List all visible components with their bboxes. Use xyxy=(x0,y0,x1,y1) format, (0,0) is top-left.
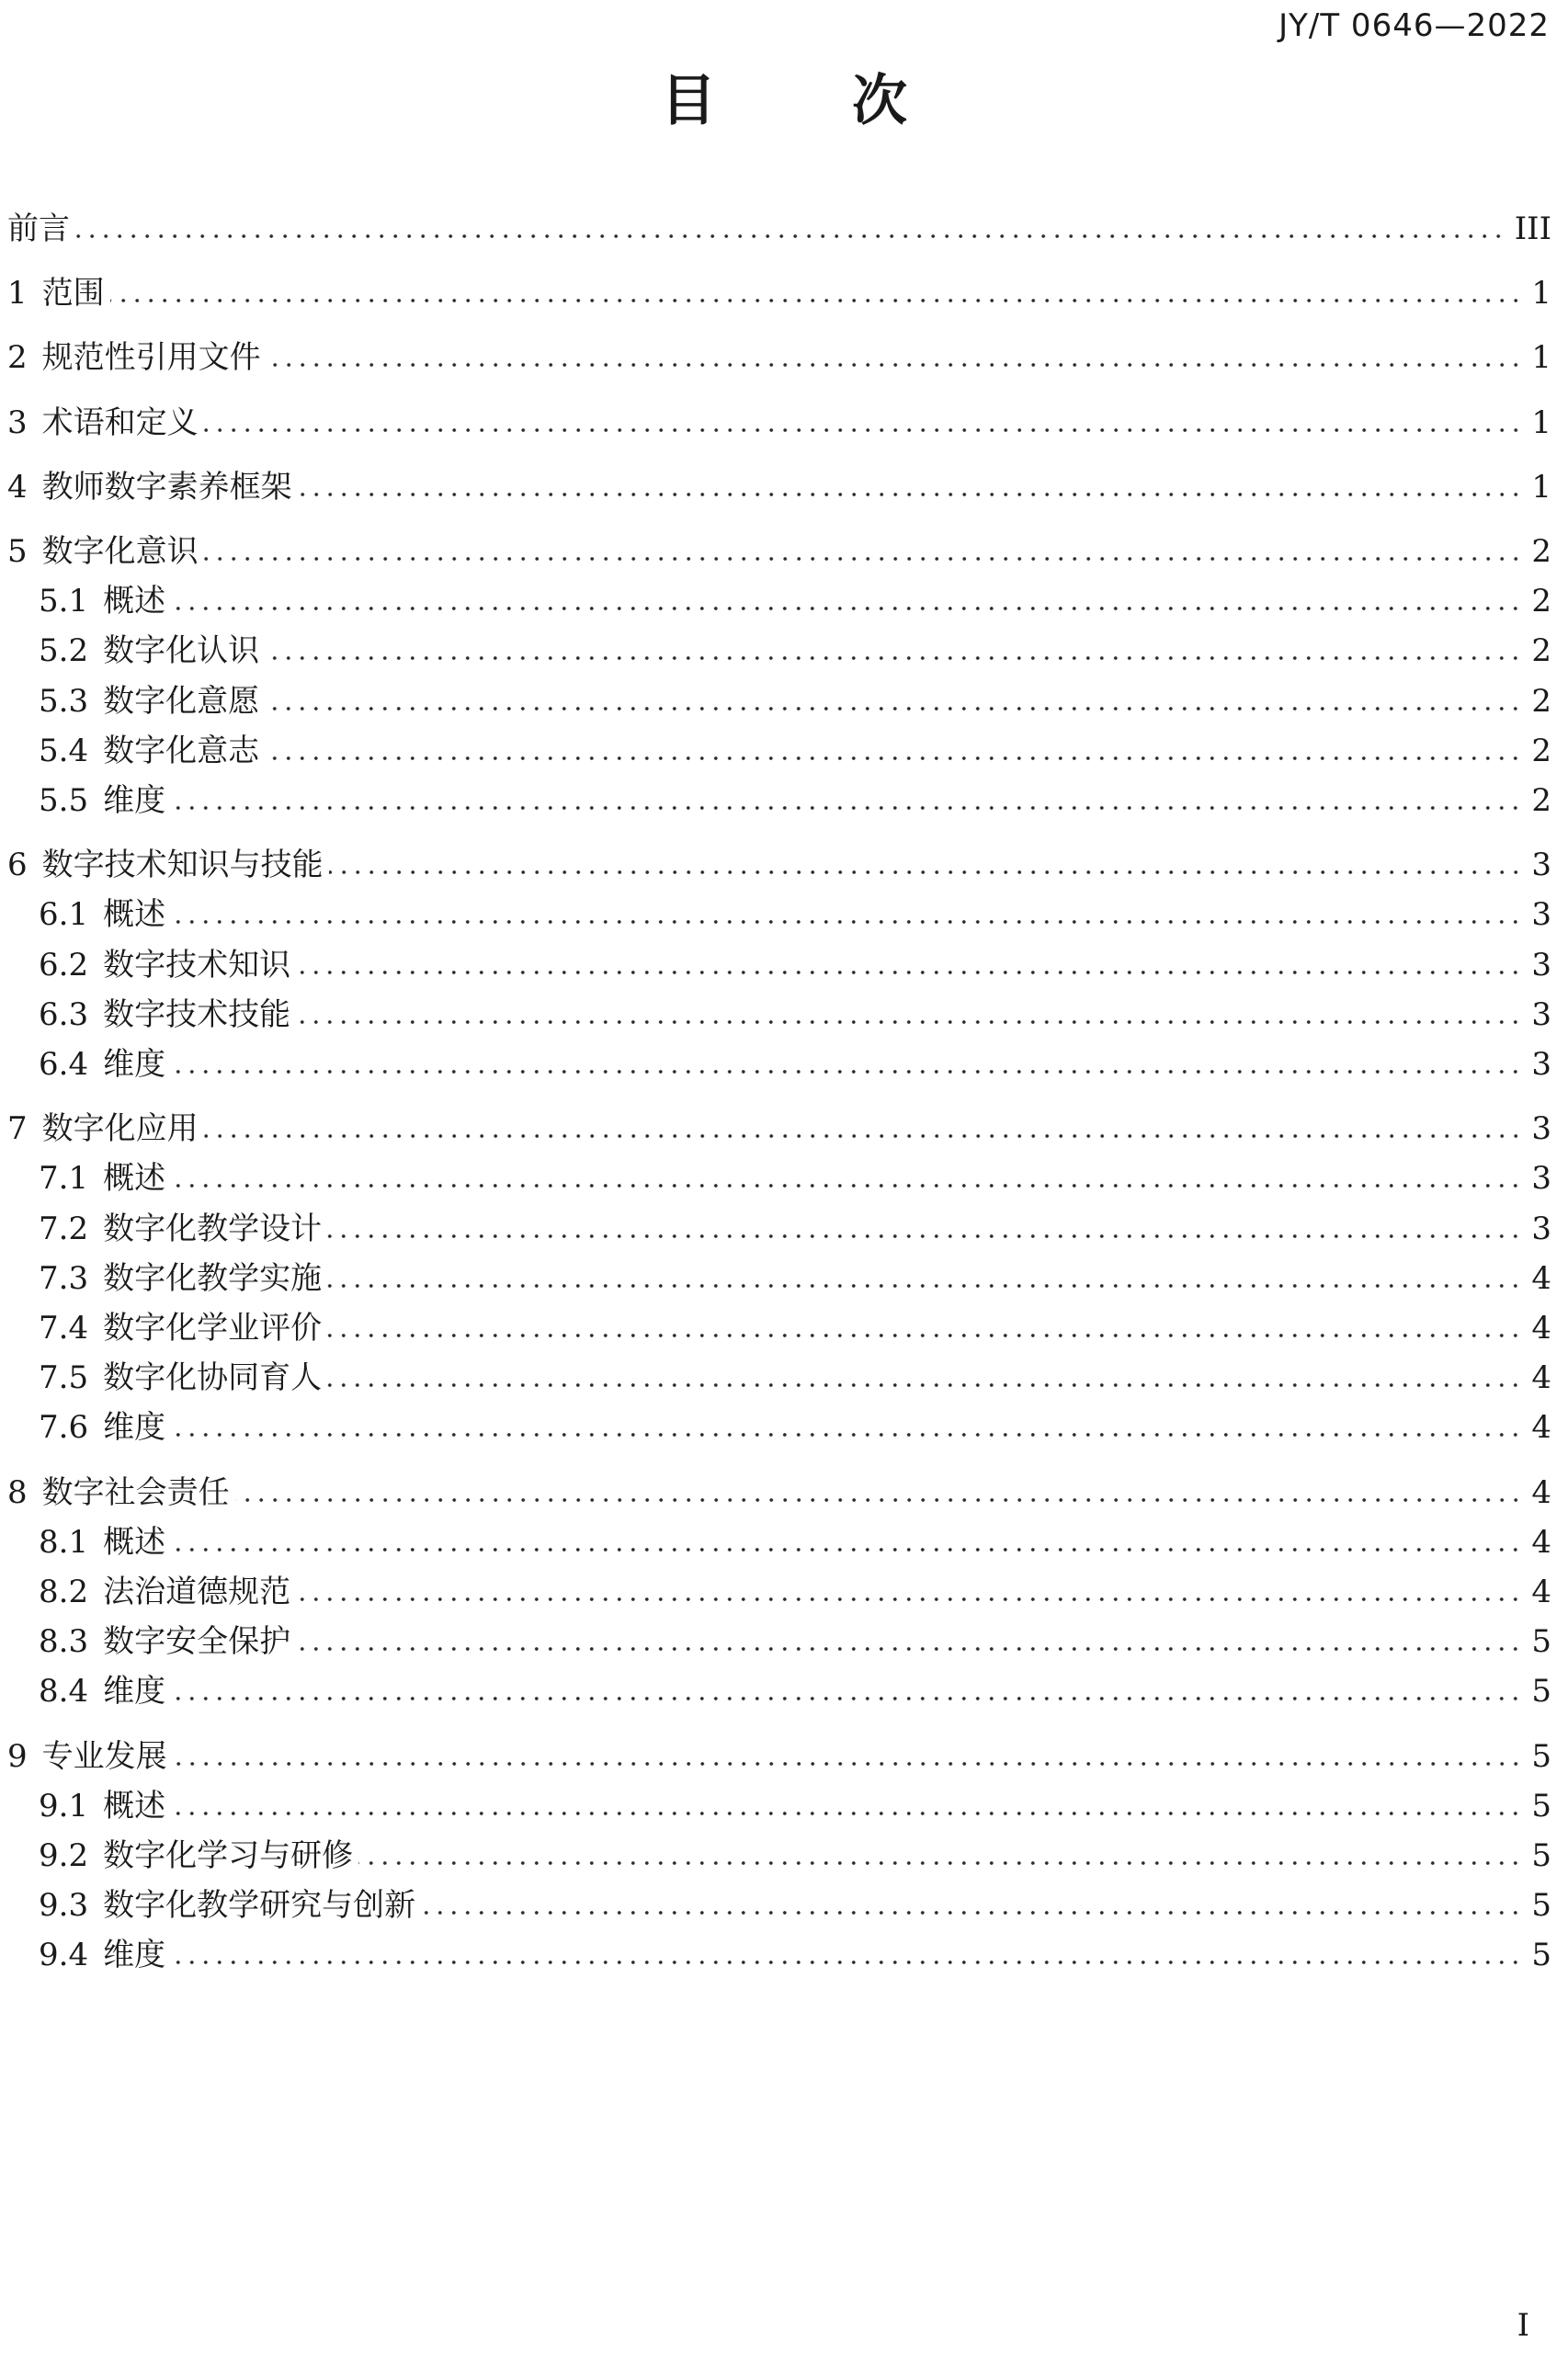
toc-dot-leader xyxy=(235,1496,1523,1504)
toc-entry-page: 3 xyxy=(1531,1160,1551,1197)
toc-dot-leader xyxy=(298,491,1523,498)
toc-entry-title: 数字化认识 xyxy=(103,632,260,669)
toc-entry[interactable] xyxy=(7,529,1551,574)
toc-entry-page: 2 xyxy=(1531,733,1551,769)
toc-dot-leader xyxy=(265,755,1522,762)
toc-entry-label xyxy=(39,678,265,724)
toc-entry-label xyxy=(7,1106,204,1152)
toc-entry[interactable] xyxy=(39,1305,1551,1351)
toc-entry-title: 范围 xyxy=(41,275,105,312)
toc-entry-label xyxy=(39,1404,171,1450)
toc-entry-page: 1 xyxy=(1531,404,1551,441)
toc-entry[interactable] xyxy=(39,1882,1551,1928)
toc-entry[interactable] xyxy=(39,1619,1551,1665)
toc-entry-page: 4 xyxy=(1531,1474,1551,1511)
toc-entry[interactable] xyxy=(39,1041,1551,1087)
toc-entry-title: 数字化教学研究与创新 xyxy=(103,1887,416,1924)
toc-entry[interactable] xyxy=(39,1404,1551,1450)
toc-entry-number: 8.2 xyxy=(39,1574,89,1610)
toc-entry-label xyxy=(39,1256,327,1302)
toc-entry-title: 维度 xyxy=(103,1409,166,1446)
toc-dot-leader xyxy=(171,1182,1522,1189)
toc-entry-page: 3 xyxy=(1531,847,1551,883)
toc-entry-number: 5.1 xyxy=(39,583,89,620)
toc-entry-title: 规范性引用文件 xyxy=(41,339,261,376)
toc-entry-title: 数字社会责任 xyxy=(41,1474,230,1511)
toc-entry-number: 9.1 xyxy=(39,1788,89,1824)
toc-entry[interactable] xyxy=(7,464,1551,510)
toc-dot-leader xyxy=(421,1909,1522,1916)
toc-dot-leader xyxy=(327,1233,1522,1240)
toc-entry-label xyxy=(7,335,267,381)
toc-entry-number: 5 xyxy=(7,533,28,570)
toc-entry-number: 6 xyxy=(7,847,28,883)
toc-entry-page: 2 xyxy=(1531,782,1551,819)
toc-entry[interactable] xyxy=(7,842,1551,888)
toc-entry-number: 9.4 xyxy=(39,1937,89,1973)
toc-entry-label xyxy=(39,1206,327,1252)
toc-dot-leader xyxy=(171,1068,1522,1075)
toc-entry-title: 数字化教学设计 xyxy=(103,1211,323,1247)
toc-entry-number: 9 xyxy=(7,1738,28,1775)
toc-entry-number: 8 xyxy=(7,1474,28,1511)
toc-dot-leader xyxy=(75,233,1506,240)
toc-entry[interactable] xyxy=(7,206,1551,252)
toc-entry[interactable] xyxy=(39,892,1551,938)
toc-entry-title: 前言 xyxy=(7,210,70,247)
toc-entry-page: 4 xyxy=(1531,1524,1551,1561)
toc-entry-label xyxy=(39,1783,171,1829)
toc-entry[interactable] xyxy=(39,1519,1551,1565)
toc-entry-page: 2 xyxy=(1531,632,1551,669)
toc-dot-leader xyxy=(171,1695,1522,1702)
toc-entry-label xyxy=(39,1305,327,1351)
toc-entry-title: 数字化意愿 xyxy=(103,683,260,720)
toc-entry-title: 维度 xyxy=(103,1937,166,1973)
toc-entry-title: 维度 xyxy=(103,1673,166,1710)
toc-dot-leader xyxy=(110,297,1523,304)
toc-entry-title: 维度 xyxy=(103,782,166,819)
toc-entry[interactable] xyxy=(39,1355,1551,1401)
toc-entry-label xyxy=(39,1041,171,1087)
toc-dot-leader xyxy=(329,869,1523,876)
toc-dot-leader xyxy=(204,1132,1523,1140)
toc-entry[interactable] xyxy=(39,1668,1551,1714)
toc-entry[interactable] xyxy=(39,1569,1551,1615)
toc-entry-title: 教师数字素养框架 xyxy=(41,469,292,506)
toc-entry-title: 数字化意志 xyxy=(103,733,260,769)
toc-entry-label xyxy=(39,1569,296,1615)
toc-entry-number: 7.2 xyxy=(39,1211,89,1247)
toc-entry-number: 7 xyxy=(7,1110,28,1147)
toc-entry[interactable] xyxy=(39,992,1551,1038)
toc-entry-page: 4 xyxy=(1531,1409,1551,1446)
toc-dot-leader xyxy=(327,1332,1522,1339)
toc-entry-label xyxy=(39,778,171,824)
toc-entry[interactable] xyxy=(39,678,1551,724)
document-code: JY/T 0646—2022 xyxy=(1278,7,1550,44)
toc-dot-leader xyxy=(296,1645,1522,1653)
toc-entry-page: 5 xyxy=(1531,1623,1551,1660)
toc-entry-label xyxy=(39,628,265,674)
toc-entry-label xyxy=(39,578,171,624)
toc-entry-label xyxy=(7,842,329,888)
toc-entry-number: 5.2 xyxy=(39,632,89,669)
toc-entry-label xyxy=(7,270,110,316)
toc-entry[interactable] xyxy=(7,400,1551,446)
toc-entry[interactable] xyxy=(39,628,1551,674)
toc-entry-title: 数字化学业评价 xyxy=(103,1310,323,1347)
toc-entry[interactable] xyxy=(39,1833,1551,1879)
toc-entry-title: 专业发展 xyxy=(41,1738,167,1775)
toc-entry-title: 数字化协同育人 xyxy=(103,1359,323,1396)
toc-entry-page: 5 xyxy=(1531,1673,1551,1710)
toc-dot-leader xyxy=(265,705,1522,712)
toc-entry-title: 术语和定义 xyxy=(41,404,199,441)
page-number: I xyxy=(1517,2307,1529,2344)
toc-entry-label xyxy=(39,1155,171,1201)
toc-dot-leader xyxy=(327,1381,1522,1389)
toc-entry-title: 数字化教学实施 xyxy=(103,1260,323,1297)
toc-entry-label xyxy=(7,1470,235,1516)
toc-entry-number: 7.5 xyxy=(39,1359,89,1396)
toc-entry-title: 数字化应用 xyxy=(41,1110,199,1147)
toc-entry-number: 9.3 xyxy=(39,1887,89,1924)
toc-entry-number: 7.6 xyxy=(39,1409,89,1446)
toc-entry-number: 3 xyxy=(7,404,28,441)
toc-dot-leader xyxy=(267,361,1523,369)
toc-dot-leader xyxy=(296,969,1522,976)
toc-entry-page: 4 xyxy=(1531,1359,1551,1396)
toc-entry-number: 9.2 xyxy=(39,1837,89,1874)
toc-dot-leader xyxy=(296,1018,1522,1026)
toc-entry-label xyxy=(39,1619,296,1665)
toc-entry-page: 5 xyxy=(1531,1738,1551,1775)
toc-entry-title: 概述 xyxy=(103,896,166,933)
toc-entry-number: 5.5 xyxy=(39,782,89,819)
toc-entry[interactable] xyxy=(7,270,1551,316)
toc-entry-number: 6.4 xyxy=(39,1046,89,1083)
toc-entry-title: 数字化学习与研修 xyxy=(103,1837,354,1874)
page-title-char: 目 xyxy=(661,69,716,133)
toc-entry-title: 数字化意识 xyxy=(41,533,199,570)
toc-entry-number: 7.1 xyxy=(39,1160,89,1197)
toc-entry-title: 数字技术知识与技能 xyxy=(41,847,324,883)
toc-entry-number: 6.3 xyxy=(39,996,89,1033)
toc-dot-leader xyxy=(171,918,1522,926)
toc-entry-title: 概述 xyxy=(103,1160,166,1197)
toc-dot-leader xyxy=(171,1546,1522,1553)
toc-entry-title: 数字技术技能 xyxy=(103,996,291,1033)
toc-entry-page: 5 xyxy=(1531,1837,1551,1874)
toc-entry[interactable] xyxy=(7,1470,1551,1516)
toc-dot-leader xyxy=(204,426,1523,434)
toc-entry-number: 5.3 xyxy=(39,683,89,720)
toc-entry-number: 8.4 xyxy=(39,1673,89,1710)
toc-entry-title: 法治道德规范 xyxy=(103,1574,291,1610)
toc-dot-leader xyxy=(358,1859,1522,1867)
toc-dot-leader xyxy=(173,1760,1523,1768)
toc-entry-number: 8.1 xyxy=(39,1524,89,1561)
toc-entry-label xyxy=(7,1733,173,1779)
toc-entry[interactable] xyxy=(39,1783,1551,1829)
toc-entry-title: 概述 xyxy=(103,1524,166,1561)
toc-entry-label xyxy=(7,206,75,252)
toc-entry-label xyxy=(39,1932,171,1978)
toc-entry-label xyxy=(39,942,296,988)
page-title-char: 次 xyxy=(852,69,907,133)
toc-entry-page: 2 xyxy=(1531,533,1551,570)
toc-entry-page: 4 xyxy=(1531,1574,1551,1610)
toc-entry-page: 4 xyxy=(1531,1260,1551,1297)
toc-entry-page: 3 xyxy=(1531,1046,1551,1083)
toc-entry-page: 1 xyxy=(1531,469,1551,506)
toc-entry-page: 5 xyxy=(1531,1937,1551,1973)
toc-entry-label xyxy=(7,464,298,510)
toc-entry-title: 概述 xyxy=(103,1788,166,1824)
toc-entry-label xyxy=(39,1668,171,1714)
toc-entry-label xyxy=(39,1833,358,1879)
toc-entry-title: 数字技术知识 xyxy=(103,947,291,983)
toc-entry-page: 3 xyxy=(1531,947,1551,983)
toc-entry-page: 1 xyxy=(1531,339,1551,376)
toc-entry-number: 6.2 xyxy=(39,947,89,983)
toc-entry-title: 概述 xyxy=(103,583,166,620)
toc-entry-page: 1 xyxy=(1531,275,1551,312)
toc-entry-page: 5 xyxy=(1531,1788,1551,1824)
toc-entry-label xyxy=(39,728,265,774)
toc-dot-leader xyxy=(171,1431,1522,1438)
toc-entry-title: 数字安全保护 xyxy=(103,1623,291,1660)
toc-entry-label xyxy=(39,1355,327,1401)
toc-dot-leader xyxy=(171,605,1522,612)
toc-entry[interactable] xyxy=(7,335,1551,381)
toc-entry[interactable] xyxy=(39,578,1551,624)
toc-entry-page: 3 xyxy=(1531,1110,1551,1147)
toc-dot-leader xyxy=(171,1810,1522,1817)
toc-dot-leader xyxy=(204,555,1523,563)
toc-entry-number: 7.3 xyxy=(39,1260,89,1297)
toc-entry[interactable] xyxy=(39,778,1551,824)
toc-entry-number: 7.4 xyxy=(39,1310,89,1347)
toc-entry-page: 3 xyxy=(1531,896,1551,933)
toc-entry-page: 3 xyxy=(1531,1211,1551,1247)
toc-entry-page: III xyxy=(1514,210,1551,247)
toc-entry-label xyxy=(7,529,204,574)
toc-entry-number: 1 xyxy=(7,275,28,312)
toc-entry-page: 5 xyxy=(1531,1887,1551,1924)
toc-entry-label xyxy=(39,892,171,938)
toc-entry-page: 4 xyxy=(1531,1310,1551,1347)
toc-entry-title: 维度 xyxy=(103,1046,166,1083)
toc-entry-number: 4 xyxy=(7,469,28,506)
toc-entry[interactable] xyxy=(39,1206,1551,1252)
toc-dot-leader xyxy=(265,654,1522,662)
toc-entry[interactable] xyxy=(7,1106,1551,1152)
toc-entry[interactable] xyxy=(39,1256,1551,1302)
toc-entry-page: 3 xyxy=(1531,996,1551,1033)
toc-entry-number: 2 xyxy=(7,339,28,376)
toc-entry[interactable] xyxy=(7,1733,1551,1779)
toc-entry[interactable] xyxy=(39,1155,1551,1201)
toc-entry[interactable] xyxy=(39,942,1551,988)
toc-dot-leader xyxy=(171,804,1522,812)
toc-entry-number: 6.1 xyxy=(39,896,89,933)
toc-entry-label xyxy=(7,400,204,446)
toc-entry-label xyxy=(39,1882,421,1928)
toc-entry-label xyxy=(39,1519,171,1565)
toc-dot-leader xyxy=(171,1959,1522,1966)
toc-entry[interactable] xyxy=(39,1932,1551,1978)
toc-entry-number: 8.3 xyxy=(39,1623,89,1660)
toc-entry[interactable] xyxy=(39,728,1551,774)
toc-dot-leader xyxy=(327,1282,1522,1290)
page-title xyxy=(0,66,1568,136)
toc-dot-leader xyxy=(296,1596,1522,1603)
toc-entry-page: 2 xyxy=(1531,583,1551,620)
toc-entry-label xyxy=(39,992,296,1038)
toc-entry-number: 5.4 xyxy=(39,733,89,769)
toc-entry-page: 2 xyxy=(1531,683,1551,720)
